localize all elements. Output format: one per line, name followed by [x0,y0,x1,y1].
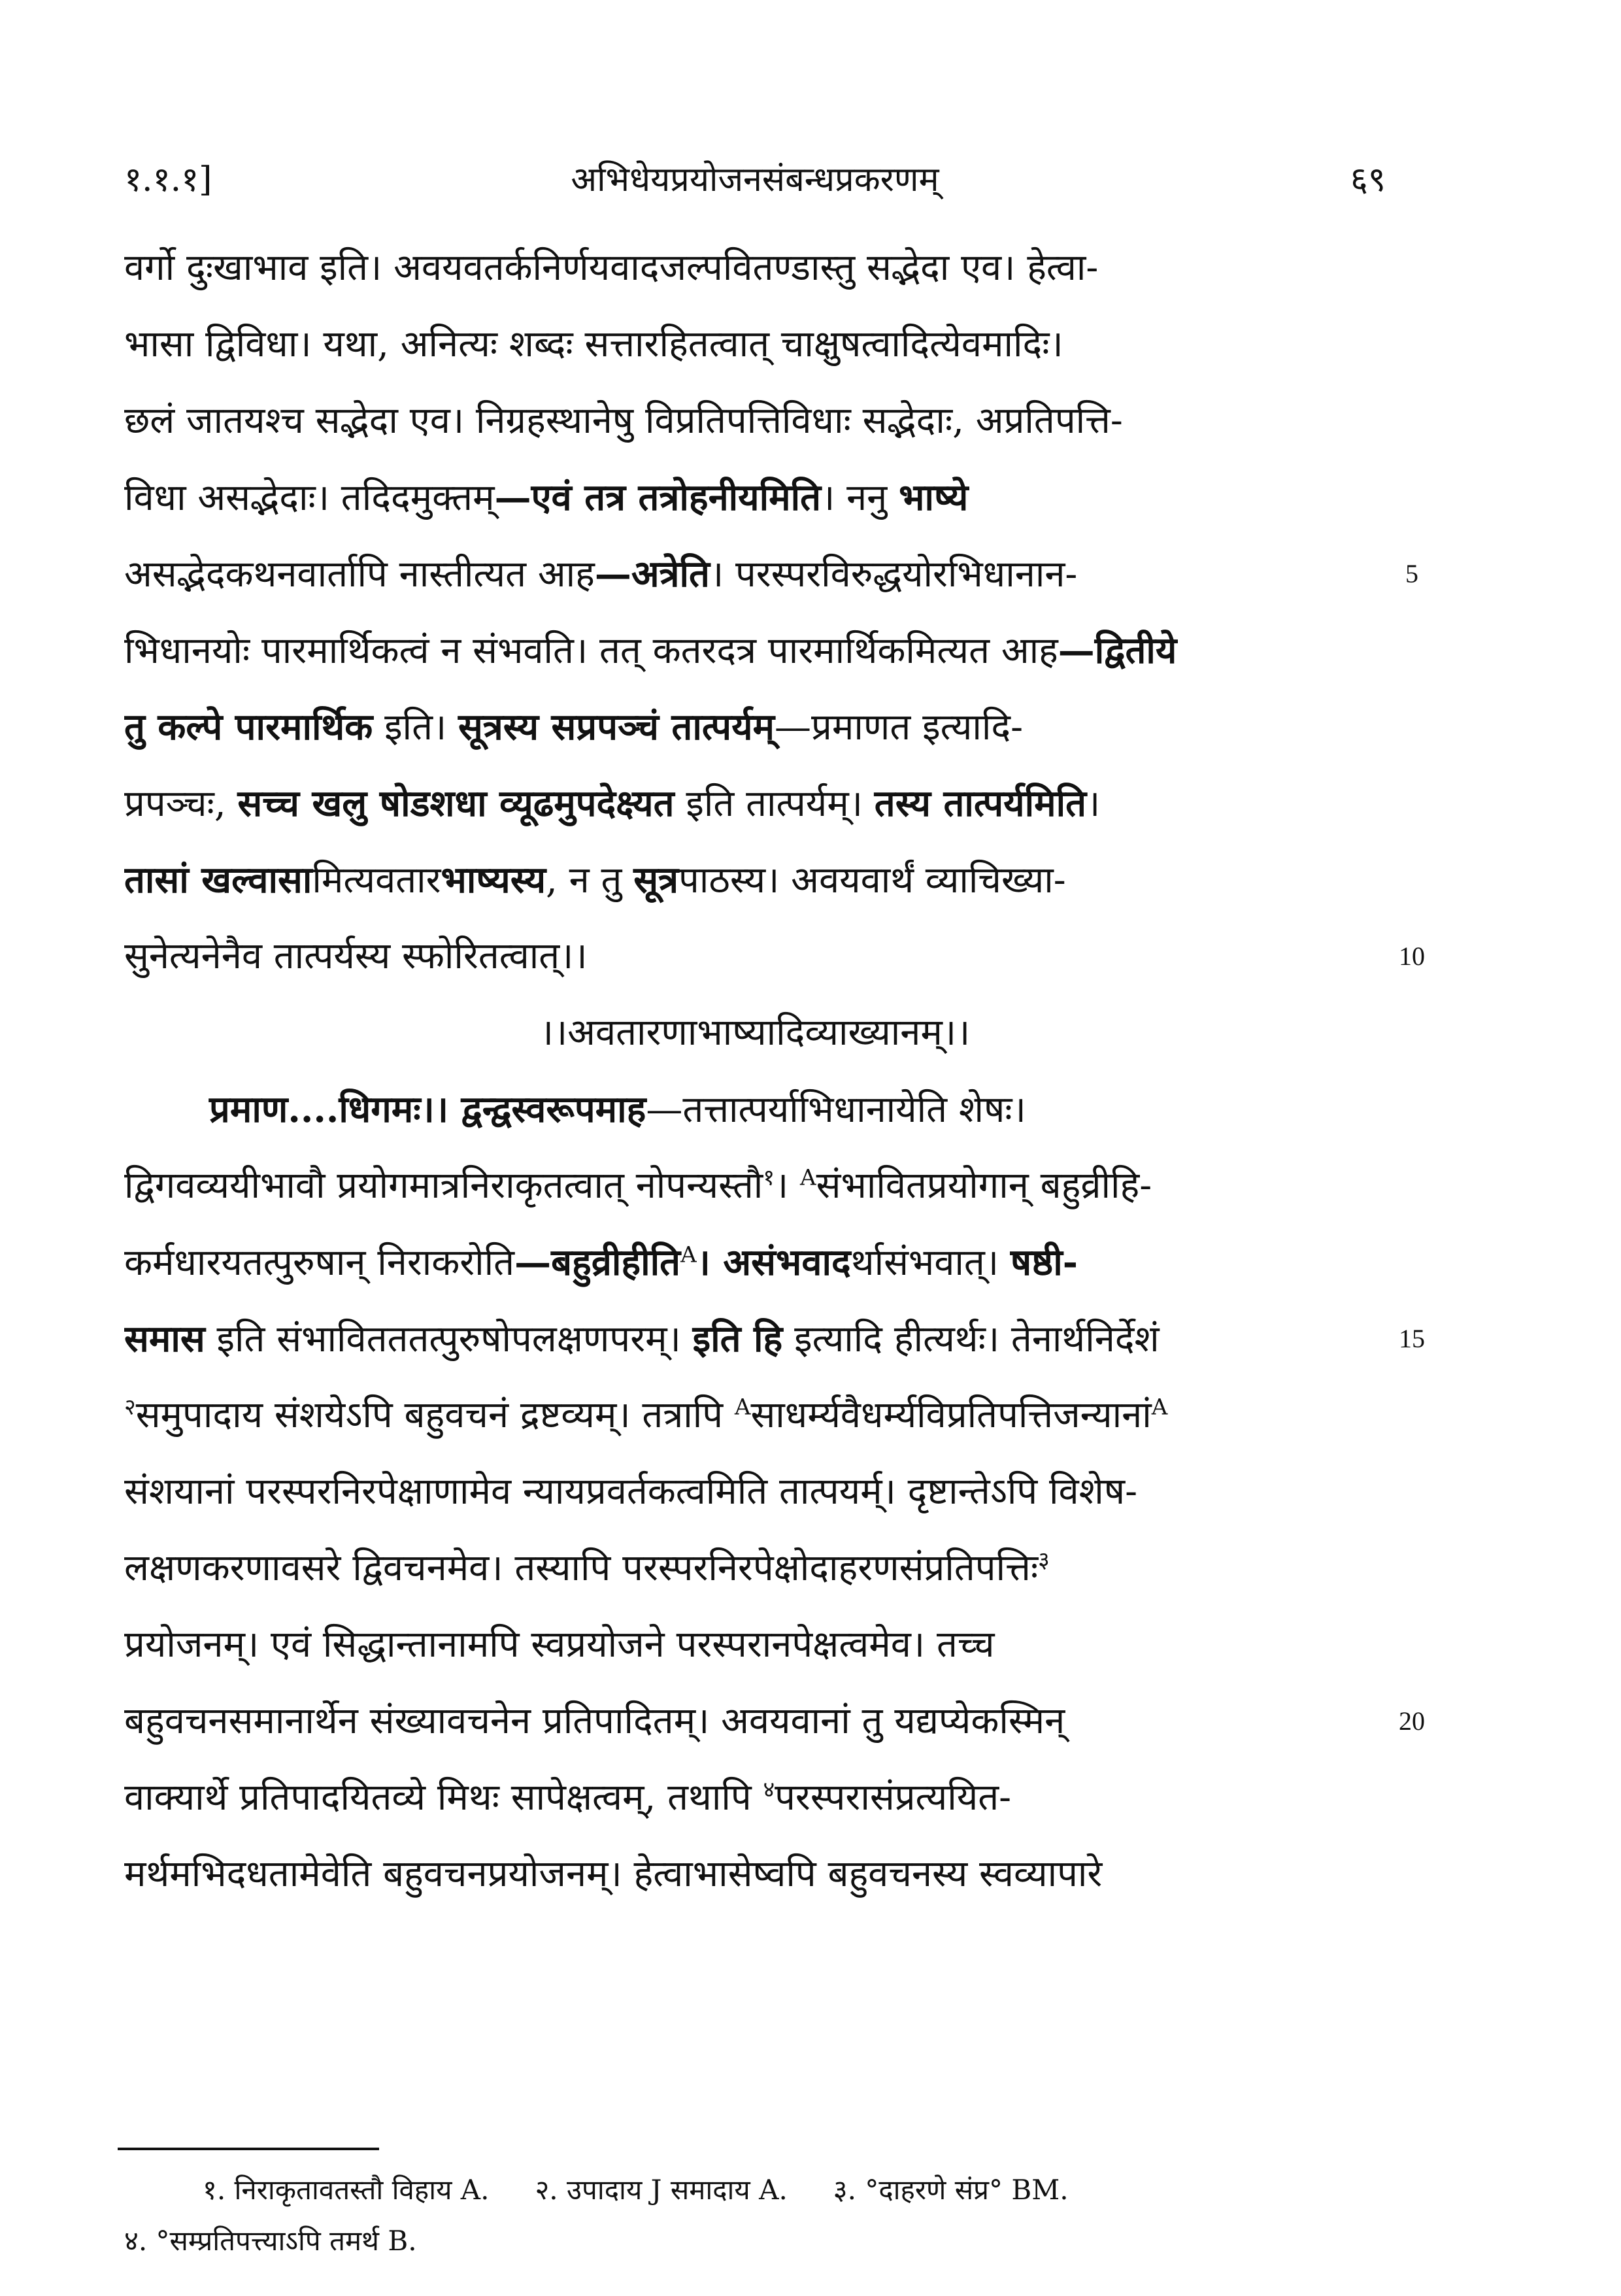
text-segment: । [1086,783,1101,825]
text-segment: । [775,1164,801,1207]
line-number: 20 [1399,1706,1425,1736]
running-head [124,150,1386,209]
text-line [124,232,1386,304]
text-segment: तासां खल्वासा [124,858,312,902]
text-segment: लक्षणकरणावसरे द्विवचनमेव। तस्यापि परस्परनिरपेक्षोदाहरणसंप्रतिपत्तिः [124,1547,1039,1589]
superscript-mark: A [734,1394,751,1421]
text-segment: —तत्तात्पर्याभिधानायेति शेषः। [646,1089,1026,1131]
text-segment: , न तु [546,859,634,902]
text-line [124,1838,1386,1910]
text-line [124,768,1386,839]
text-segment: प्रमाण....धिगमः।। द्वन्द्वस्वरूपमाह [209,1088,646,1131]
footnote: ४. °सम्प्रतिपत्त्याऽपि तमर्थ B. [124,2225,417,2257]
text-line [124,1609,1386,1681]
text-segment: सच्च खलु षोडशधा व्यूढमुपदेक्ष्यत [237,782,675,825]
text-line [124,1226,1386,1298]
text-segment: समास [124,1317,205,1360]
chapter-title: अभिधेयप्रयोजनसंबन्धप्रकरणम् [571,160,939,199]
text-segment: भाष्ये [899,476,969,519]
line-number: 15 [1399,1324,1425,1353]
superscript-mark: १ [763,1164,775,1191]
text-line [124,1762,1386,1834]
text-segment: संशयानां परस्परनिरपेक्षाणामेव न्यायप्रवर्तकत्वमिति तात्पयर्म्। दृष्टान्तेऽपि विशेष- [124,1470,1138,1513]
text-segment: तु कल्पे पारमार्थिक [124,705,373,749]
text-segment: इति संभावितततत्पुरुषोपलक्षणपरम्। [205,1318,693,1360]
text-segment: तस्य तात्पर्यमिति [874,782,1087,825]
text-segment: इति हि [692,1317,783,1360]
text-line [124,309,1386,380]
text-segment: बहुवचनसमानार्थेन संख्यावचनेन प्रतिपादितम्। अवयवानां तु यद्यप्येकस्मिन् [124,1700,1065,1742]
footnote: २. उपादाय J समादाय A. [535,2174,788,2206]
text-segment: सूत्र [633,858,679,902]
page-number: ६९ [1350,160,1386,199]
text-line [124,920,1386,992]
superscript-mark: ३ [1038,1547,1050,1574]
text-line [124,997,1386,1069]
text-segment: भिधानयोः पारमार्थिकत्वं न संभवति। तत् कतरदत्र पारमार्थिकमित्यत आह [124,630,1058,672]
text-segment: सूत्रस्य सप्रपञ्चं तात्पर्यम् [458,705,775,749]
text-segment: ।।अवतारणाभाष्यादिव्याख्यानम्।। [539,1011,971,1054]
text-segment: वर्गो दुःखाभाव इति। अवयवतर्कनिर्णयवादजल्पवितण्डास्तु सद्भेदा एव। हेत्वा- [124,246,1099,289]
text-segment: द्विगवव्ययीभावौ प्रयोगमात्रनिराकृतत्वात् नोपन्यस्तौ [124,1164,763,1207]
text-line [124,462,1386,533]
footnote-rule [118,2148,379,2150]
text-line [124,1303,1386,1375]
text-segment: —प्रमाणत इत्यादि- [775,706,1023,749]
text-segment: परस्परासंप्रत्ययित- [775,1776,1012,1819]
text-line [124,1073,1386,1145]
text-segment: संभावितप्रयोगान् बहुव्रीहि- [816,1164,1152,1207]
text-line [124,1150,1386,1222]
section-number: १.१.१] [124,160,212,199]
line-number: 5 [1405,559,1418,588]
text-segment: । परस्परविरुद्धयोरभिधानान- [709,553,1078,596]
text-segment: प्रपञ्चः, [124,783,238,825]
text-segment: । ननु [821,477,899,519]
line-number: 10 [1399,941,1425,971]
text-segment: विधा असद्भेदाः। तदिदमुक्तम् [124,477,495,519]
text-line [124,615,1386,686]
text-line [124,385,1386,457]
text-segment: —अत्रेति [594,552,710,596]
superscript-mark: A [800,1164,816,1191]
footnote-line [124,2218,1386,2264]
text-segment: इति तात्पर्यम्। [674,783,875,825]
text-segment: इत्यादि हीत्यर्थः। तेनार्थनिर्देशं [782,1318,1160,1360]
text-segment: मित्यवतार [312,859,441,902]
text-segment: —बहुव्रीहीति [514,1241,681,1284]
text-line [124,538,1386,610]
text-segment: षष्ठी- [1010,1241,1078,1284]
text-segment: समुपादाय संशयेऽपि बहुवचनं द्रष्टव्यम्। तत्रापि [135,1394,735,1436]
text-segment: साधर्म्यवैधर्म्यविप्रतिपत्तिजन्यानां [750,1394,1152,1436]
text-segment: पाठस्य। अवयवार्थं व्याचिख्या- [678,859,1066,902]
text-segment: भासा द्विविधा। यथा, अनित्यः शब्दः सत्तारहितत्वात् चाक्षुषत्वादित्येवमादिः। [124,323,1063,365]
text-segment: प्रयोजनम्। एवं सिद्धान्तानामपि स्वप्रयोजने परस्परानपेक्षत्वमेव। तच्च [124,1623,995,1666]
text-segment: कर्मधारयतत्पुरुषान् निराकरोति [124,1241,515,1284]
text-line [124,844,1386,916]
footnote-line [124,2167,1386,2213]
footnote: ३. °दाहरणे संप्र° BM. [833,2174,1069,2206]
text-segment: इति। [373,706,459,749]
text-segment: मर्थमभिदधतामेवेति बहुवचनप्रयोजनम्। हेत्वाभासेष्वपि बहुवचनस्य स्वव्यापारे [124,1853,1103,1895]
text-line [124,1456,1386,1528]
text-segment: छलं जातयश्च सद्भेदा एव। निग्रहस्थानेषु विप्रतिपत्तिविधाः सद्भेदाः, अप्रतिपत्ति- [124,399,1123,442]
superscript-mark: ४ [763,1776,775,1803]
superscript-mark: २ [124,1394,136,1421]
text-line [124,691,1386,763]
superscript-mark: A [1151,1394,1168,1421]
text-segment: । असंभवाद [696,1241,851,1284]
text-line [124,1379,1386,1451]
text-line [124,1685,1386,1757]
text-segment: —द्वितीये [1058,629,1177,672]
text-segment: असद्भेदकथनवार्तापि नास्तीत्यत आह [124,553,595,596]
text-segment: र्थासंभवात्। [850,1241,1011,1284]
superscript-mark: A [680,1241,697,1268]
text-segment: सुनेत्यनेनैव तात्पर्यस्य स्फोरितत्वात्।। [124,935,588,977]
footnote: १. निराकृतावतस्तौ विहाय A. [203,2174,490,2206]
text-line [124,1532,1386,1604]
text-segment: भाष्यस्य [441,858,546,902]
text-segment: —एवं तत्र तत्रोहनीयमिति [494,476,822,519]
text-segment: वाक्यार्थे प्रतिपादयितव्ये मिथः सापेक्षत्वम्, तथापि [124,1776,763,1819]
